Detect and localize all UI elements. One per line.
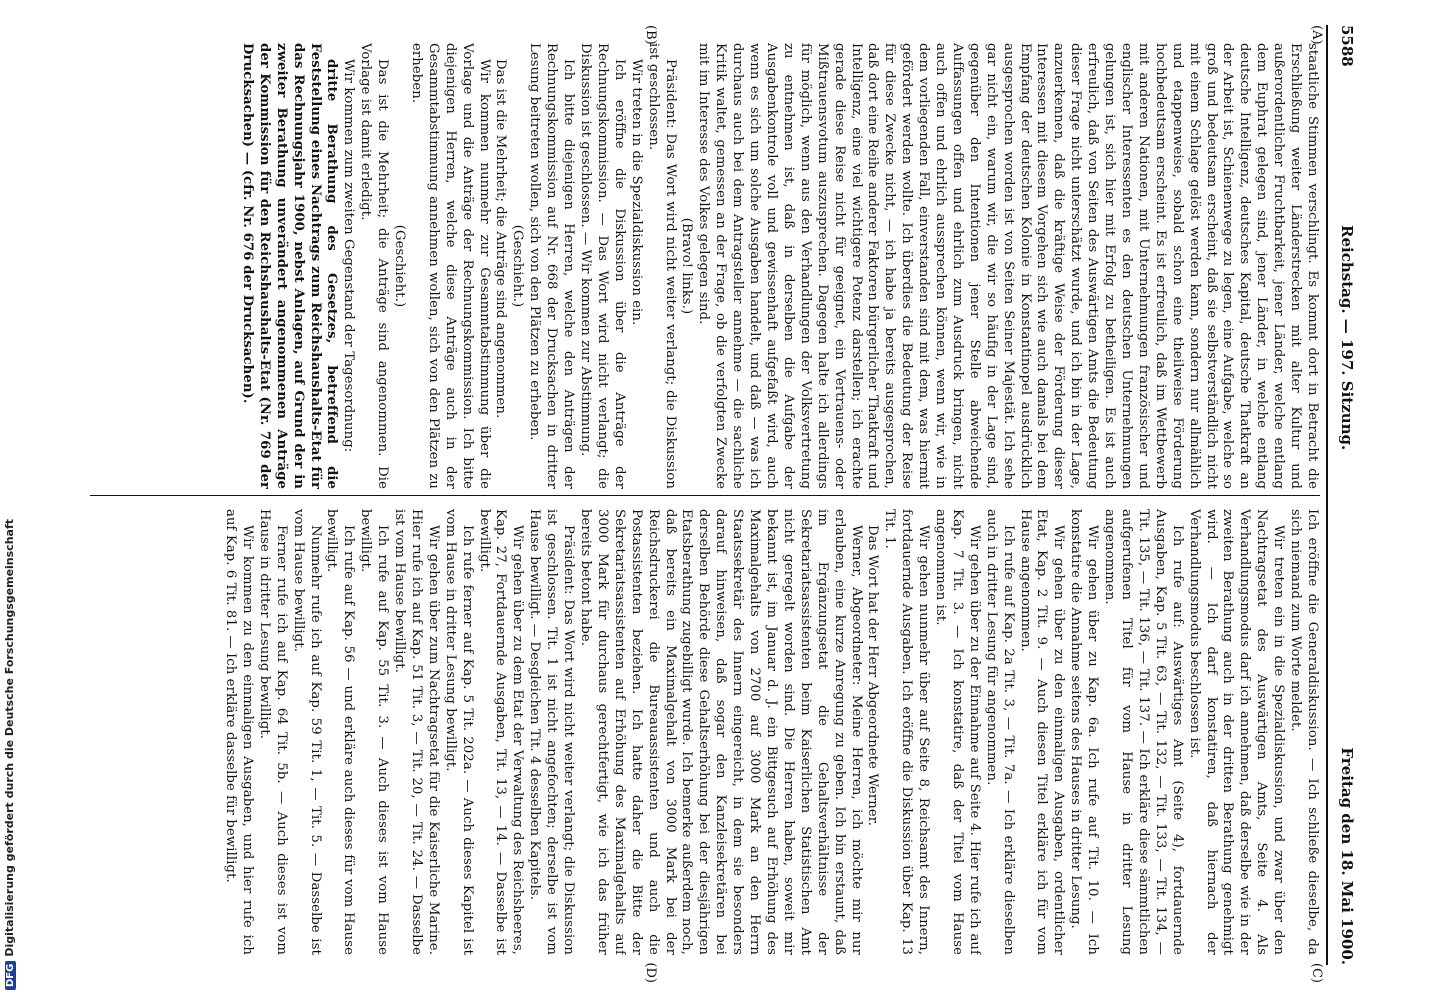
margin-label-b: (B) — [643, 25, 658, 45]
header-title: Reichstag. — 197. Sitzung. — [1338, 225, 1356, 451]
paragraph: Ich rufe auf Kap. 2a Tit. 3, — Tit. 7a. — Ich erkläre dieselben auch in dritter Lesung für angenommen. — [983, 509, 1016, 955]
paragraph: Ferner rufe ich auf Kap. 64 Tit. 5b. — Auch dieses ist vom Hause in dritter Lesung bewilligt. — [256, 509, 289, 955]
paragraph: Wir gehen über zu den einmaligen Ausgaben, ordentlicher Etat, Kap. 2 Tit. 9. — Auch diesen Titel erkläre ich für vom Hause angenommen. — [1017, 509, 1067, 955]
left-column — [80, 43, 1320, 489]
paragraph: Wir gehen über zu dem Etat der Verwaltung des Reichsheeres, Kap. 27, Fortdauernde Ausgaben, Tit. 13, — 14. — Dasselbe ist bewilligt. — [476, 509, 526, 955]
paragraph: Das ist die Mehrheit; die Anträge sind angenommen. — [493, 59, 509, 419]
paragraph: Wir kommen zum zweiten Gegenstand der Tagesordnung: — [341, 59, 357, 453]
paragraph: staatliche Stimmen verschlingt. Es kommt dort in Betracht die Erschließung weiter Länderstrecken mit alter Kultur und außerordentlicher Fruchtbarkeit, jener Länder, welche entlang dem Euphrat gelegen sind, jener Länder, in welche entlang deutsche Intelligenz, deutsches Kapital, deutsche Thatkraft an der Arbeit ist, Schienenwege zu legen, eine Aufgabe, welche so groß und bedeutsam erscheint, daß sie selbstverständlich nicht mit einem Schlage gelöst werden kann, sondern nur allmählich und etappenweise, sobald schon eine theilweise Förderung hochbedeutsam erscheint. Es ist erfreulich, daß im Wettbewerb mit anderen Nationen, mit Unternehmungen französischer und englischer Interessenten es den deutschen Unternehmungen gelungen ist, sich hier mit Erfolg zu betheiligen. Es ist auch erfreulich, daß von Seiten des Auswärtigen Amts die Bedeutung dieser Frage nicht unterschätzt wurde, und ich bin in der Lage, anzuerkennen, daß die kräftige Weise der Förderung dieser Interessen mit diesem Vorgehen sich wie auch damals bei dem Empfang der deutschen Kolonie in Konstantinopel ausdrücklich ausgesprochen worden ist von Seiten Seiner Majestät. Ich sehe gar nicht ein, warum wir, die wir so häufig in der Lage sind, gegenüber den Intentionen jener Stelle abweichende Auffassungen offen und ehrlich zum Ausdruck bringen, nicht auch offen und ehrlich aussprechen können, wenn wir, wie in dem vorliegenden Fall, einverstanden sind mit dem, was hiermit gefördert werden wollte. Ich überdies die Bedeutung der Reise für diese Zwecke nicht, — ich habe ja bereits ausgesprochen, daß dort eine Reihe anderer Faktoren bürgerlicher Thatkraft und Intelligenz, eine viel wichtigere Potenz darstellen; ich erachte gerade diese Reise nicht für geeignet, ein Vertrauens- oder Mißtrauensvotum auszusprechen. Dagegen halte ich allerdings für möglich, wenn aus den Verhandlungen der Volksvertretung zu entnehmen ist, daß in derselben die Aufgabe der Ausgabenkontrole voll und gewissenhaft aufgefaßt wird, auch wenn es sich um solche Ausgaben handelt, und daß — was ich durchaus auch bei dem Antragsteller annehme — die sachliche Kritik waltet, gemessen an der Frage, ob die verfolgten Zwecke mit im Interesse des Volkes gelegen sind. — [696, 43, 1320, 489]
paragraph: Wir kommen nunmehr zur Gesammtabstimmung über die Vorlage und die Anträge der Rechnungskommission. Ich bitte diejenigen Herren, welche diese Anträge auch in der Gesammtabstimmung annehmen wollen, sich von den Plätzen zu erheben. — [408, 43, 492, 489]
paragraph: Ich rufe auf: Auswärtiges Amt (Seite 4), fortdauernde Ausgaben, Kap. 5 Tit. 63, — Tit. 132, — Tit. 133, — Tit. 134, — Tit. 135, — Tit. 136, — Tit. 137. — Ich erkläre diese sämmtlichen aufgerufenen Titel für vom Hause in dritter Lesung angenommen. — [1102, 509, 1185, 955]
paragraph: Ich eröffne die Diskussion über die Anträge der Rechnungskommission. — Das Wort wird nicht verlangt; die Diskussion ist geschlossen. — Wir kommen zur Abstimmung. — [578, 43, 627, 489]
paragraph: Das Wort hat der Herr Abgeordnete Werner. — [865, 525, 881, 827]
applause-note: (Bravo! links.) — [679, 217, 695, 315]
header-date: Freitag den 18. Mai 1900. — [1338, 747, 1356, 965]
paragraph: Wir gehen über zum Nachtragsetat für die Kaiserliche Marine. Hier rufe ich auf Kap. 51 Tit. 3, — Tit. 20, — Tit. 24. — Dasselbe ist vom Hause bewilligt. — [392, 509, 441, 955]
paragraph: Wir kommen zu den einmaligen Ausgaben, und hier rufe ich auf Kap. 6 Tit. 81. — Ich erkläre dasselbe für bewilligt. — [223, 509, 255, 955]
paragraph: Wir gehen nunmehr über auf Seite 8, Reichsamt des Innern, fortdauernde Ausgaben. Ich eröffne die Diskussion über Kap. 13 Tit. 1. — [882, 509, 932, 955]
paragraph: Ich rufe auf Kap. 55 Tit. 3. — Auch dieses ist vom Hause bewilligt. — [358, 509, 391, 955]
page-header — [1332, 25, 1356, 965]
paragraph: Ich eröffne die Generaldiskussion. — Ich schließe dieselbe, da sich niemand zum Worte meldet. — [1288, 509, 1320, 955]
footer-text: Digitalisierung gefördert durch die Deutsche Forschungsgemeinschaft — [3, 518, 16, 957]
right-column — [80, 509, 1320, 955]
agenda-item: dritte Berathung des Gesetzes, betreffend die Feststellung eines Nachtrags zum Reichshaushalts-Etat für das Rechnungsjahr 1900, nebst Anlagen, auf Grund der in zweiter Berathung unverändert angenommenen Anträge der Kommission für den Reichshaushalts-Etat (Nr. 769 der Drucksachen) — (cfr. Nr. 676 der Drucksachen). — [239, 43, 340, 489]
paragraph: Präsident: Das Wort wird nicht weiter verlangt; die Diskussion ist geschlossen. Tit. 1 ist nicht angefochten; derselbe ist vom Hause bewilligt. — Desgleichen Tit. 4 desselben Kapitels. — [527, 509, 577, 955]
paragraph: Wir treten ein in die Spezialdiskussion, und zwar über den Nachtragsetat des Auswärtigen Amts, Seite 4. Als Verhandlungsmodus darf ich annehmen, daß derselbe wie in der zweiten Berathung auch in der dritten Berathung genehmigt wird. — Ich darf konstatiren, daß hiernach der Verhandlungsmodus beschlossen ist. — [1186, 509, 1287, 955]
stage-note: (Geschieht.) — [392, 224, 408, 308]
paragraph: Präsident: Das Wort wird nicht weiter verlangt; die Diskussion ist geschlossen. — [645, 43, 678, 489]
footer-note — [3, 0, 16, 990]
paragraph: Ich bitte diejenigen Herren, welche den Anträgen der Rechnungskommission auf Nr. 668 der Drucksachen in dritter Lesung beitreten wollen, sich von den Plätzen zu erheben. — [527, 43, 577, 489]
paragraph: Werner, Abgeordneter: Meine Herren, ich möchte mir nur erlauben, eine kurze Anregung zu geben. Ich bin erstaunt, daß im Ergänzungsetat die Gehaltsverhältnisse der Sekretariatsassistenten beim Kaiserlichen Statistischen Amt nicht geregelt worden sind. Die Herren haben, soweit mir bekannt ist, im Januar d. J. ein Bittgesuch auf Erhöhung des Maximalgehalts von 2700 auf 3000 Mark an den Herrn Staatssekretär des Innern eingereicht, in dem sie besonders darauf hinweisen, daß sogar den Kanzleisekretären bei derselben Behörde diese Gehaltserhöhung bei der diesjährigen Etatsberathung zugebilligt wurde. Ich bemerke außerdem noch, daß bereits ein Maximalgehalt von 3000 Mark bei der Reichsdruckerei die Bureauassistenten und auch die Postassistenten beziehen. Ich hatte daher die Bitte der Sekretariatsassistenten auf Erhöhung des Maximalgehalts auf 3000 Mark für durchaus gerechtfertigt, wie ich das früher bereits betont habe. — [578, 509, 864, 955]
paragraph: Wir treten in die Spezialdiskussion ein. — [628, 59, 644, 326]
column-rule — [90, 495, 1320, 496]
paragraph: Ich rufe ferner auf Kap. 5 Tit. 202a. — Auch dieses Kapitel ist vom Hause in dritter Lesung bewilligt. — [442, 509, 475, 955]
stage-note: (Geschieht.) — [510, 224, 526, 308]
header-rule — [1326, 25, 1328, 965]
margin-label-a: (A) — [1309, 25, 1324, 45]
margin-label-d: (D) — [643, 962, 658, 983]
rotated-page — [66, 25, 1356, 983]
paragraph: Wir gehen über zu der Einnahme auf Seite 4. Hier rufe ich auf Kap. 7 Tit. 3. — Ich konstatire, daß der Titel vom Hause angenommen ist. — [933, 509, 982, 955]
page-number: 5588 — [1338, 25, 1356, 67]
paragraph: Nunmehr rufe ich auf Kap. 59 Tit. 1, — Tit. 5. — Dasselbe ist vom Hause bewilligt. — [290, 509, 323, 955]
paragraph: Ich rufe auf Kap. 56 — und erkläre auch dieses für vom Hause bewilligt. — [324, 509, 357, 955]
margin-label-c: (C) — [1309, 962, 1324, 983]
paragraph: Wir gehen über zu Kap. 6a. Ich rufe auf Tit. 10. — Ich konstatire die Annahme seitens des Hauses in dritter Lesung. — [1068, 509, 1101, 955]
dfg-logo: DFG — [5, 961, 16, 990]
paragraph: Das ist die Mehrheit; die Anträge sind angenommen. Die Vorlage ist damit erledigt. — [358, 43, 391, 489]
